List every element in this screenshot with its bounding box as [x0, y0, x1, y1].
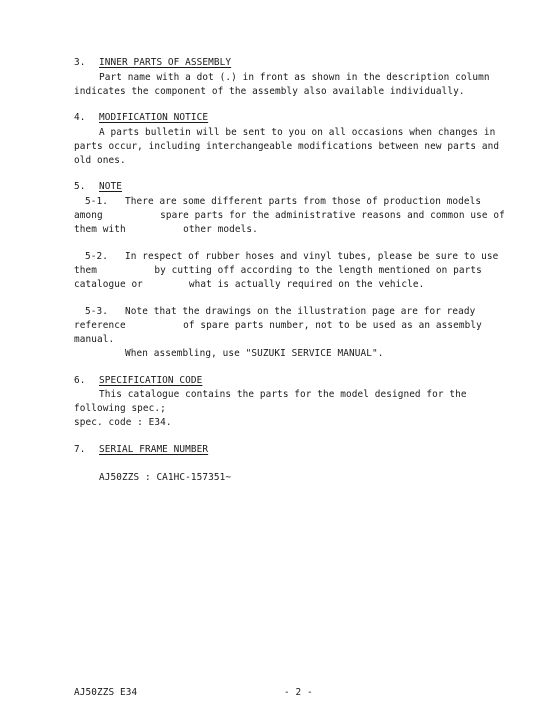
section-4-heading: MODIFICATION NOTICE: [99, 112, 209, 123]
note-5-1-line-1: There are some different parts from those of production models: [125, 196, 482, 207]
section-5-number: 5.: [74, 181, 86, 192]
serial-frame-number: AJ50ZZS : CA1HC-157351~: [99, 472, 232, 483]
section-4-line-2: parts occur, including interchangeable modifications between new parts and: [74, 141, 500, 152]
section-3-line-1: Part name with a dot (.) in front as shown in the description column: [99, 72, 490, 83]
note-5-1-line-2: among spare parts for the administrative reasons and common use of: [74, 210, 505, 221]
section-7-number: 7.: [74, 444, 86, 455]
note-5-1-line-3: them with other models.: [74, 224, 258, 235]
note-5-2-line-1: In respect of rubber hoses and vinyl tubes, please be sure to use: [125, 251, 499, 262]
section-4-line-1: A parts bulletin will be sent to you on all occasions when changes in: [99, 127, 496, 138]
section-6-line-3: spec. code : E34.: [74, 417, 172, 428]
footer-page-number: - 2 -: [284, 687, 313, 698]
section-7-heading: SERIAL FRAME NUMBER: [99, 444, 209, 455]
section-6-line-1: This catalogue contains the parts for the model designed for the: [99, 389, 467, 400]
note-5-2-label: 5-2.: [85, 251, 108, 262]
section-6-heading: SPECIFICATION CODE: [99, 375, 203, 386]
section-6-number: 6.: [74, 375, 86, 386]
section-4-line-3: old ones.: [74, 155, 126, 166]
note-5-3-label: 5-3.: [85, 306, 108, 317]
note-5-1-label: 5-1.: [85, 196, 108, 207]
note-5-3-line-1: Note that the drawings on the illustration page are for ready: [125, 306, 476, 317]
section-6-line-2: following spec.;: [74, 403, 166, 414]
section-4-number: 4.: [74, 112, 86, 123]
note-5-2-line-2: them by cutting off according to the length mentioned on parts: [74, 265, 482, 276]
note-5-2-line-3: catalogue or what is actually required on the vehicle.: [74, 279, 425, 290]
note-5-3-line-2: reference of spare parts number, not to be used as an assembly: [74, 320, 482, 331]
footer-model-code: AJ50ZZS E34: [74, 687, 138, 698]
section-3-heading: INNER PARTS OF ASSEMBLY: [99, 57, 232, 68]
note-5-3-line-4: When assembling, use "SUZUKI SERVICE MANUAL".: [125, 348, 384, 359]
section-3-line-2: indicates the component of the assembly also available individually.: [74, 86, 465, 97]
section-5-heading: NOTE: [99, 181, 122, 192]
section-3-number: 3.: [74, 57, 86, 68]
note-5-3-line-3: manual.: [74, 334, 115, 345]
